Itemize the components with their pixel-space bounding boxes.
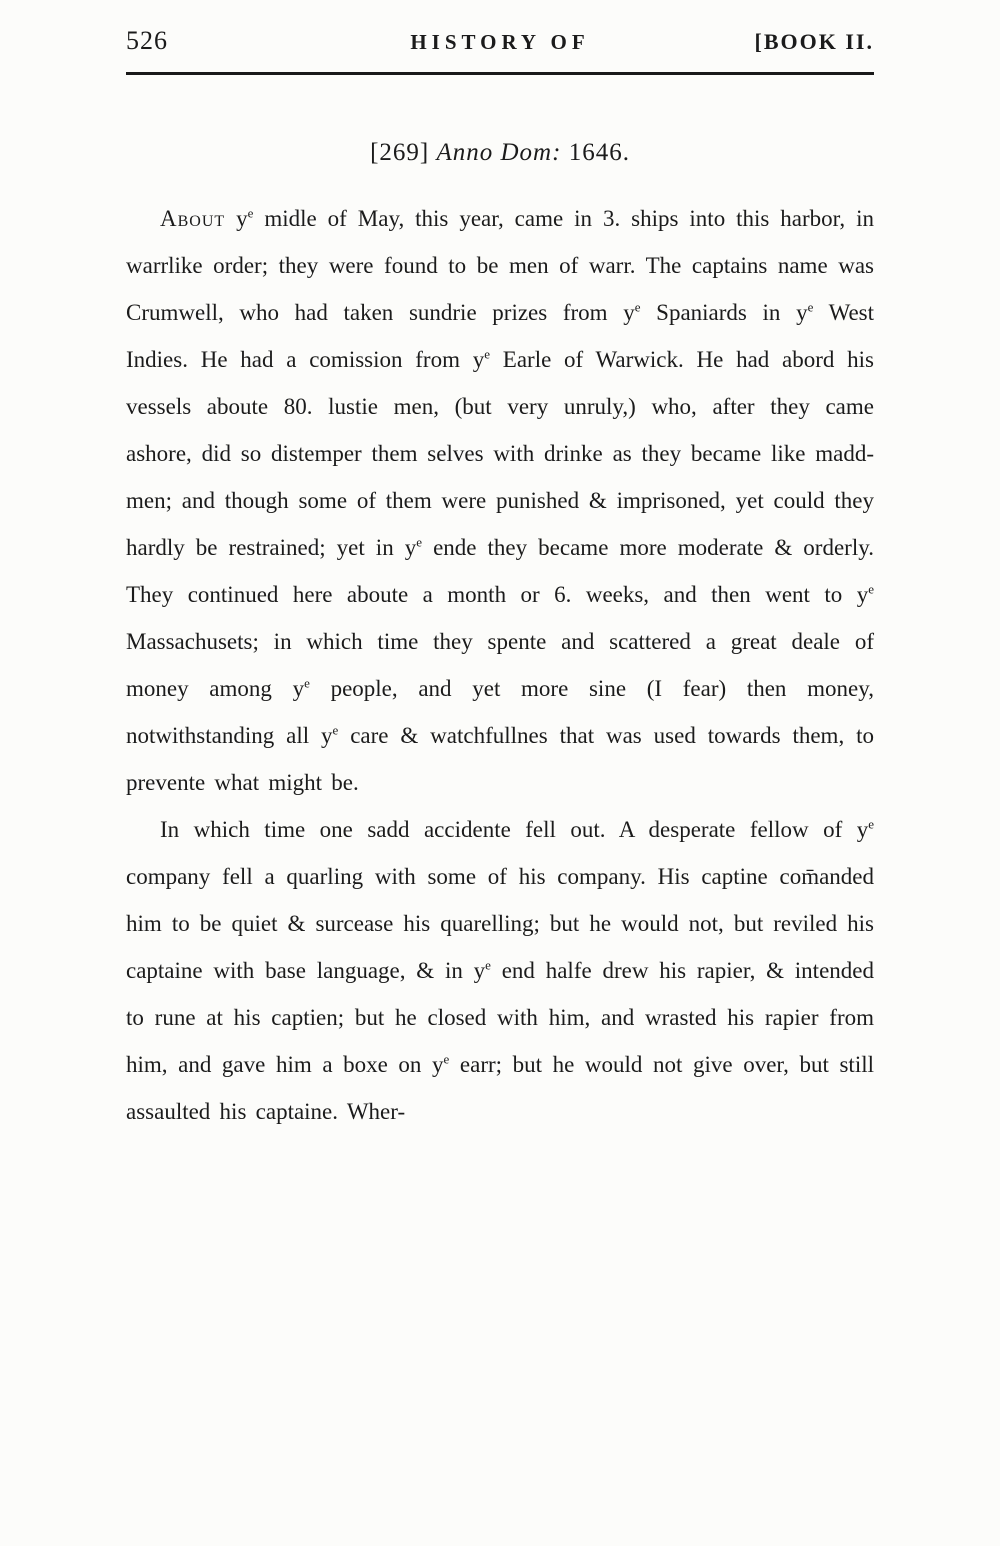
running-header: HISTORY OF <box>410 30 590 54</box>
superscript-e: e <box>868 816 874 832</box>
chapter-heading <box>126 139 874 167</box>
superscript-e: e <box>484 346 491 362</box>
superscript-e: e <box>807 299 814 315</box>
book-label: [BOOK II. <box>754 29 874 54</box>
superscript-e: e <box>485 957 491 973</box>
paragraph: About $y^e$ midle of May, this year, came in 3. ships into this harbor, in warrlike order; they were found to be men of warr. The captains name was Crumwell, who had taken sundrie prizes from $y^e$ Spaniards in $y^e$ West Indies. He had a comission from $y^e$ Earle of Warwick. He had abord his vessels aboute 80. lustie men, (but very unruly,) who, after they came ashore, did so distemper them selves with drinke as they became like madd-men; and though some of them were punished & imprisoned, yet could they hardly be restrained; yet in $y^e$ ende they became more moderate & orderly. They continued here aboute a month or 6. weeks, and then went to $y^e$ Massachusets; in which time they spente and scattered a great deale of money among $y^e$ people, and yet more sine (I fear) then money, notwithstanding all $y^e$ care & watchfullnes that was used towards them, to prevente what might be. <box>126 205 875 795</box>
page-number: 526 <box>126 26 168 55</box>
superscript-e: e <box>247 205 254 221</box>
superscript-e: e <box>332 722 339 738</box>
page-body <box>126 195 874 1135</box>
page-header <box>126 26 874 56</box>
paragraph: In which time one sadd accidente fell out. A desperate fellow of $y^e$ company fell a quarling with some of his company. His captine com̄anded him to be quiet & surcease his quarelling; but he would not, but reviled his captaine with base language, & in $y^e$ end halfe drew his rapier, & intended to rune at his captien; but he closed with him, and wrasted his rapier from him, and gave him a boxe on $y^e$ earr; but he would not give over, but still assaulted his captaine. Wher- <box>126 816 874 1124</box>
heading-suffix: 1646. <box>561 139 630 166</box>
header-rule <box>126 72 874 75</box>
superscript-e: e <box>868 581 874 597</box>
superscript-e: e <box>443 1051 450 1067</box>
superscript-e: e <box>634 299 641 315</box>
superscript-e: e <box>304 675 310 691</box>
paragraph-lead-smallcaps: About <box>160 206 226 231</box>
heading-italic: Anno Dom: <box>436 139 562 166</box>
heading-prefix: [269] <box>370 139 437 166</box>
superscript-e: e <box>416 534 423 550</box>
